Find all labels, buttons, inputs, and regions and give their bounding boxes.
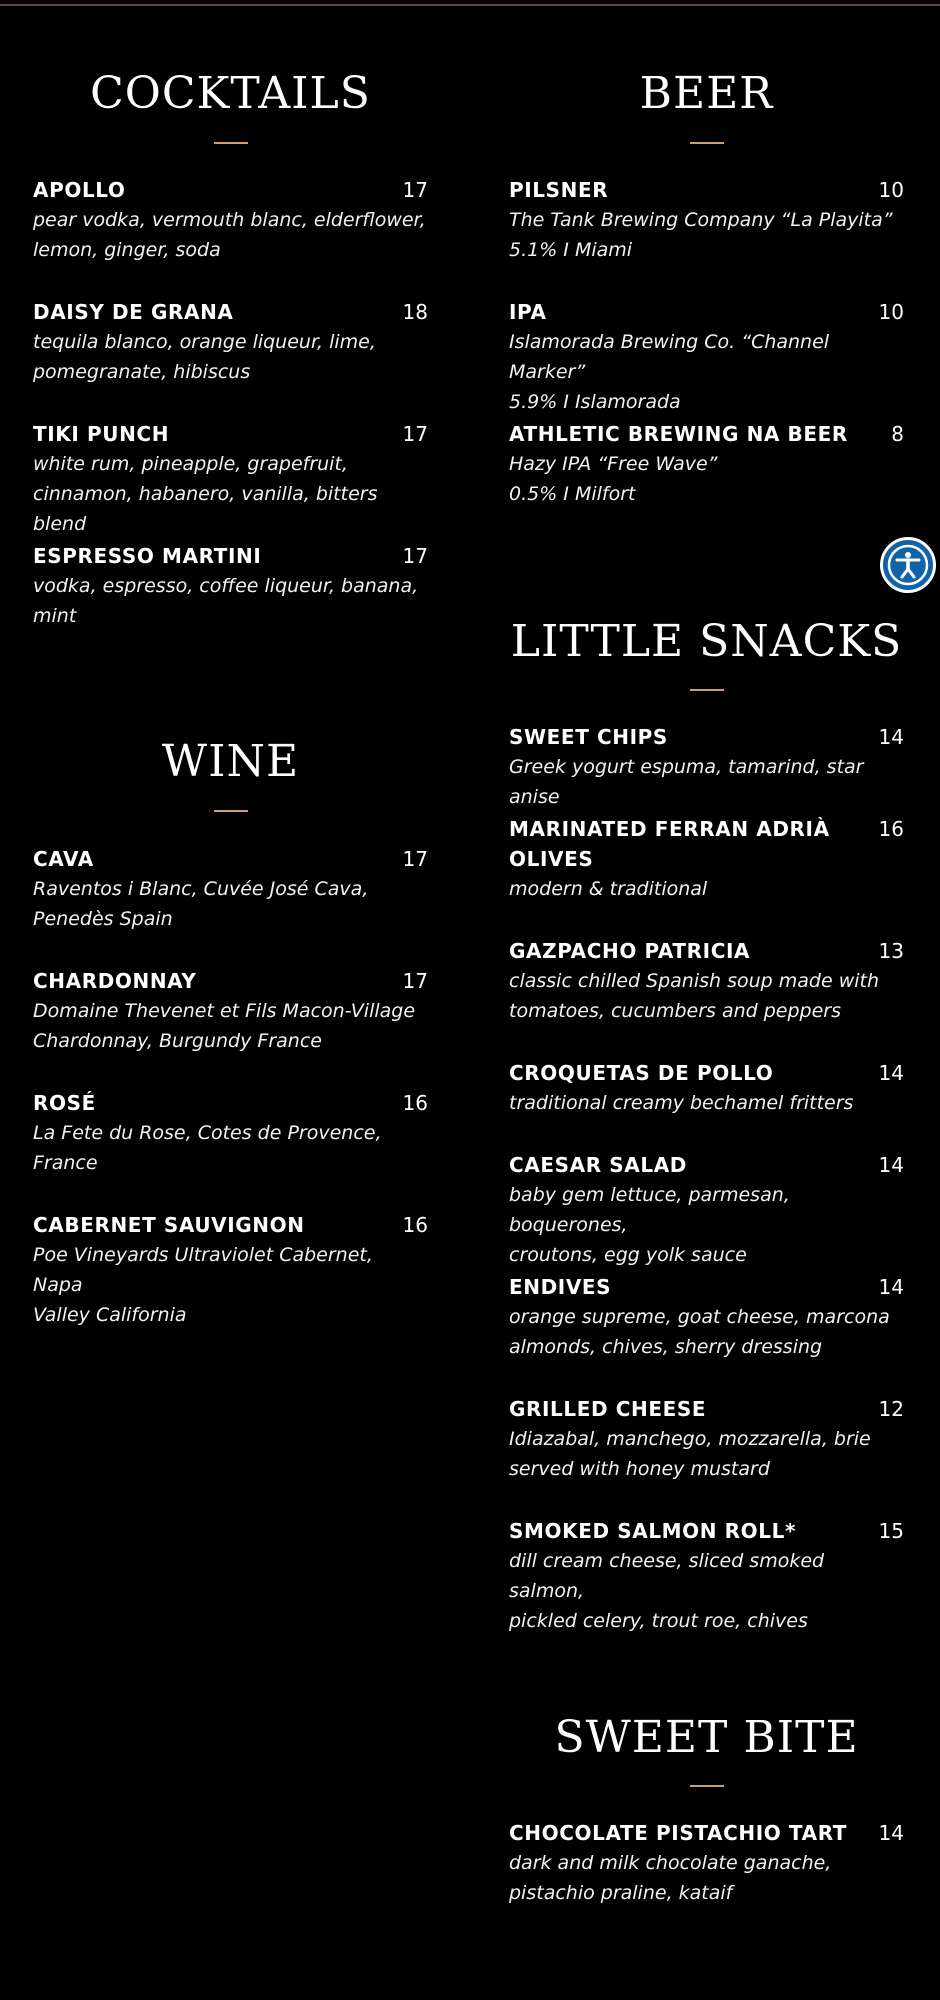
menu-item bbox=[509, 814, 904, 904]
menu-item bbox=[509, 297, 904, 417]
item-description: Raventos i Blanc, Cuvée José Cava, Penedès Spain bbox=[33, 878, 369, 930]
menu-item bbox=[509, 1516, 904, 1636]
item-price: 18 bbox=[402, 300, 428, 324]
accessibility-icon bbox=[883, 540, 933, 590]
item-name: CROQUETAS DE POLLO bbox=[509, 1061, 774, 1085]
item-description: classic chilled Spanish soup made with tomatoes, cucumbers and peppers bbox=[509, 970, 880, 1022]
item-description: traditional creamy bechamel fritters bbox=[509, 1092, 854, 1114]
item-description: Poe Vineyards Ultraviolet Cabernet, Napa Valley California bbox=[33, 1244, 373, 1326]
item-description: white rum, pineapple, grapefruit, cinnamon, habanero, vanilla, bitters blend bbox=[33, 453, 378, 535]
item-name: IPA bbox=[509, 300, 547, 324]
menu-item bbox=[509, 1272, 904, 1362]
item-name: MARINATED FERRAN ADRIÀ OLIVES bbox=[509, 817, 830, 871]
menu-item bbox=[33, 419, 428, 539]
item-price: 16 bbox=[402, 1091, 428, 1115]
item-name: CAVA bbox=[33, 847, 94, 871]
item-description: Greek yogurt espuma, tamarind, star anise bbox=[509, 756, 864, 808]
item-price: 16 bbox=[878, 817, 904, 841]
menu-item bbox=[509, 419, 904, 509]
menu-item bbox=[33, 844, 428, 934]
item-name: DAISY DE GRANA bbox=[33, 300, 234, 324]
item-name: CHARDONNAY bbox=[33, 969, 197, 993]
top-border bbox=[0, 4, 940, 6]
wine-divider bbox=[214, 810, 248, 812]
item-price: 12 bbox=[878, 1397, 904, 1421]
sweet-bite-divider bbox=[690, 1785, 724, 1787]
menu-item bbox=[509, 936, 904, 1026]
menu-item bbox=[33, 175, 428, 265]
item-description: vodka, espresso, coffee liqueur, banana, mint bbox=[33, 575, 419, 627]
item-name: ENDIVES bbox=[509, 1275, 612, 1299]
menu-item bbox=[33, 297, 428, 387]
item-description: dark and milk chocolate ganache, pistachio praline, kataif bbox=[509, 1852, 832, 1904]
item-price: 14 bbox=[878, 1821, 904, 1845]
item-name: TIKI PUNCH bbox=[33, 422, 170, 446]
item-price: 16 bbox=[402, 1213, 428, 1237]
sweet-bite-title: SWEET BITE bbox=[554, 1712, 859, 1763]
item-price: 14 bbox=[878, 1061, 904, 1085]
item-price: 15 bbox=[878, 1519, 904, 1543]
item-description: tequila blanco, orange liqueur, lime, pomegranate, hibiscus bbox=[33, 331, 376, 383]
item-description: Domaine Thevenet et Fils Macon-Village Chardonnay, Burgundy France bbox=[33, 1000, 416, 1052]
item-description: Islamorada Brewing Co. “Channel Marker” 5.9% I Islamorada bbox=[509, 331, 830, 413]
menu-item bbox=[33, 1088, 428, 1178]
item-description: modern & traditional bbox=[509, 878, 708, 900]
item-description: Hazy IPA “Free Wave” 0.5% I Milfort bbox=[509, 453, 718, 505]
accessibility-button[interactable] bbox=[880, 537, 936, 593]
menu-item bbox=[509, 1058, 904, 1118]
menu-item bbox=[33, 1210, 428, 1330]
item-name: CHOCOLATE PISTACHIO TART bbox=[509, 1821, 848, 1845]
cocktails-title: COCKTAILS bbox=[90, 68, 371, 119]
item-price: 8 bbox=[891, 422, 904, 446]
item-name: APOLLO bbox=[33, 178, 126, 202]
item-name: CAESAR SALAD bbox=[509, 1153, 687, 1177]
item-description: dill cream cheese, sliced smoked salmon, pickled celery, trout roe, chives bbox=[509, 1550, 825, 1632]
menu-item bbox=[33, 541, 428, 631]
item-price: 17 bbox=[402, 847, 428, 871]
item-description: pear vodka, vermouth blanc, elderflower, lemon, ginger, soda bbox=[33, 209, 426, 261]
cocktails-divider bbox=[214, 142, 248, 144]
item-description: orange supreme, goat cheese, marcona almonds, chives, sherry dressing bbox=[509, 1306, 890, 1358]
item-name: SWEET CHIPS bbox=[509, 725, 668, 749]
wine-title: WINE bbox=[161, 736, 300, 787]
item-description: Idiazabal, manchego, mozzarella, brie served with honey mustard bbox=[509, 1428, 871, 1480]
item-name: ROSÉ bbox=[33, 1091, 96, 1115]
menu-item bbox=[509, 722, 904, 812]
item-name: SMOKED SALMON ROLL* bbox=[509, 1519, 797, 1543]
menu-item bbox=[509, 1394, 904, 1484]
item-price: 17 bbox=[402, 178, 428, 202]
item-price: 14 bbox=[878, 1153, 904, 1177]
item-description: La Fete du Rose, Cotes de Provence, France bbox=[33, 1122, 382, 1174]
item-price: 17 bbox=[402, 544, 428, 568]
item-name: ESPRESSO MARTINI bbox=[33, 544, 262, 568]
menu-item bbox=[33, 966, 428, 1056]
item-name: ATHLETIC BREWING NA BEER bbox=[509, 422, 848, 446]
item-price: 17 bbox=[402, 422, 428, 446]
item-description: baby gem lettuce, parmesan, boquerones, croutons, egg yolk sauce bbox=[509, 1184, 790, 1266]
menu-item bbox=[509, 175, 904, 265]
item-name: PILSNER bbox=[509, 178, 609, 202]
item-price: 14 bbox=[878, 725, 904, 749]
little-snacks-title: LITTLE SNACKS bbox=[510, 616, 903, 667]
item-description: The Tank Brewing Company “La Playita” 5.1% I Miami bbox=[509, 209, 893, 261]
item-name: GRILLED CHEESE bbox=[509, 1397, 707, 1421]
menu-item bbox=[509, 1150, 904, 1270]
menu-item bbox=[509, 1818, 904, 1908]
item-name: CABERNET SAUVIGNON bbox=[33, 1213, 305, 1237]
item-price: 13 bbox=[878, 939, 904, 963]
item-price: 14 bbox=[878, 1275, 904, 1299]
beer-divider bbox=[690, 142, 724, 144]
item-price: 10 bbox=[878, 300, 904, 324]
item-price: 17 bbox=[402, 969, 428, 993]
item-name: GAZPACHO PATRICIA bbox=[509, 939, 751, 963]
beer-title: BEER bbox=[639, 68, 774, 119]
little-snacks-divider bbox=[690, 689, 724, 691]
item-price: 10 bbox=[878, 178, 904, 202]
